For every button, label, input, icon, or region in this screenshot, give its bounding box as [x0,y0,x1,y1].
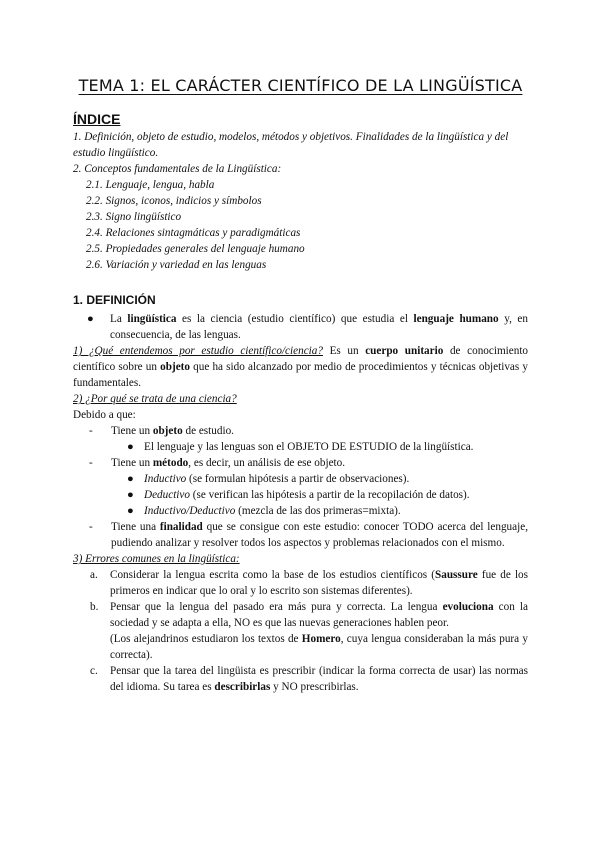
error-item-c [73,663,528,695]
index-subitem: 2.4. Relaciones sintagmáticas y paradigmáticas [86,227,301,239]
dash-item [73,423,528,439]
bullet-dot: ● [127,505,134,517]
question-2-text: 2) ¿Por qué se trata de una ciencia? [73,393,237,405]
dash-item [73,519,528,551]
dash-item [73,455,528,471]
italic-text: Deductivo [144,489,190,501]
text: que se consigue con este estudio: conocer TODO acerca del lenguaje, pudiendo analizar y resolver todos los aspectos y problemas relacionados con el mismo. [111,521,528,549]
text: (mezcla de las dos primeras=mixta). [235,505,401,517]
text: , es decir, un análisis de ese objeto. [188,457,346,469]
index-subitem: 2.2. Signos, iconos, indicios y símbolos [86,195,262,207]
error-item-b [73,599,528,631]
intro-text: Debido a que: [73,409,136,421]
text: (Los alejandrinos estudiaron los textos de [110,633,302,645]
dash-marker: - [89,457,93,469]
text: Tiene un [111,457,153,469]
italic-text: Inductivo/Deductivo [144,505,236,517]
text: y NO prescribirlas. [270,681,359,693]
list-marker: c. [90,665,98,677]
text: y, en consecuencia, de las lenguas. [110,313,528,341]
bold-text: método [152,457,189,469]
index-subitem: 2.5. Propiedades generales del lenguaje humano [86,243,305,255]
bullet-dot: ● [87,313,94,325]
italic-text: Inductivo [144,473,187,485]
text: Pensar que la lengua del pasado era más pura y correcta. La lengua [110,601,443,613]
bold-text: Homero [301,633,341,645]
text: (se verifican las hipótesis a partir de la recopilación de datos). [189,489,470,501]
text: Tiene un [111,425,153,437]
text: que ha sido alcanzado por medio de procedimientos y técnicas objetivas y fundamentales. [73,361,528,389]
bold-text: Saussure [435,569,478,581]
bold-text: lingüística [127,313,177,325]
text: Tiene una [111,521,160,533]
text: La [110,313,128,325]
text: El lenguaje y las lenguas son el OBJETO DE ESTUDIO de la lingüística. [144,441,474,453]
text: , cuya lengua consideraban la más pura y correcta). [110,633,528,661]
list-marker: a. [90,569,98,581]
definition-bullet [73,311,528,343]
sub-bullet [73,439,528,455]
text: de estudio. [182,425,234,437]
bold-text: lenguaje humano [413,313,499,325]
bold-text: finalidad [159,521,203,533]
error-item-b-note [73,631,528,663]
question-1: 1) ¿Qué entendemos por estudio científico/ciencia? [73,345,323,357]
dash-marker: - [89,425,93,437]
text: con la sociedad y se adapta a ella, NO es que las nuevas generaciones hablen peor. [110,601,528,629]
text: fue de los primeros en indicar que lo oral y lo escrito son sistemas diferentes). [110,569,529,597]
index-item-2: 2. Conceptos fundamentales de la Lingüística: [73,163,282,175]
bold-text: objeto [160,361,190,373]
bold-text: evoluciona [442,601,494,613]
document-title: TEMA 1: EL CARÁCTER CIENTÍFICO DE LA LINGÜÍSTICA [78,76,523,95]
document-page [73,70,528,695]
sub-bullet [73,487,528,503]
bullet-dot: ● [127,441,134,453]
question-3-text: 3) Errores comunes en la lingüística: [73,553,240,565]
text: de conocimiento científico sobre un [73,345,529,373]
sub-bullet [73,471,528,487]
index-heading: ÍNDICE [73,111,121,127]
question-1-paragraph [73,343,528,391]
question-3 [73,551,528,567]
list-marker: b. [90,601,99,613]
bullet-dot: ● [127,473,134,485]
text: Pensar que la tarea del lingüista es prescribir (indicar la forma correcta de usar) las normas del idioma. Su tarea es [110,665,528,693]
text: es la ciencia (estudio científico) que estudia el [176,313,414,325]
error-item-a [73,567,528,599]
text: Es un [322,345,366,357]
text: (se formulan hipótesis a partir de observaciones). [186,473,410,485]
bold-text: cuerpo unitario [365,345,444,357]
question-2 [73,391,528,407]
text: Considerar la lengua escrita como la base de los estudios científicos ( [110,569,436,581]
section-heading: 1. DEFINICIÓN [73,293,156,307]
index-list [73,129,528,273]
bold-text: describirlas [214,681,271,693]
sub-bullet [73,503,528,519]
bullet-dot: ● [127,489,134,501]
bold-text: objeto [152,425,183,437]
index-item-1: 1. Definición, objeto de estudio, modelos, métodos y objetivos. Finalidades de la lingüística y del estudio lingüístico. [73,131,509,159]
dash-marker: - [89,521,93,533]
index-subitem: 2.6. Variación y variedad en las lenguas [86,259,267,271]
index-subitem: 2.3. Signo lingüístico [86,211,182,223]
index-subitem: 2.1. Lenguaje, lengua, habla [86,179,215,191]
